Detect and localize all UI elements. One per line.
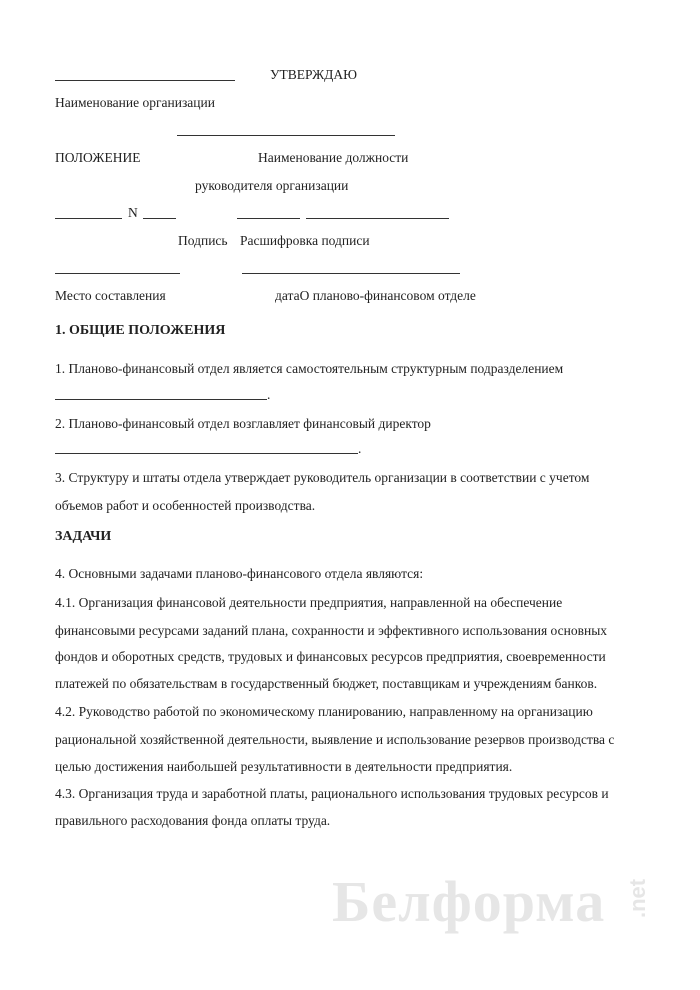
tasks-heading: ЗАДАЧИ xyxy=(55,529,112,544)
org-name-line xyxy=(55,80,235,81)
paragraph-2: 2. Планово-финансовый отдел возглавляет финансовый директор xyxy=(55,416,431,431)
paragraph-4-2-line-2: рациональной хозяйственной деятельности, выявление и использование резервов производства с xyxy=(55,732,615,747)
watermark-suffix: .net xyxy=(625,878,650,918)
date-title-label: датаО планово-финансовом отделе xyxy=(275,288,476,303)
org-name-label: Наименование организации xyxy=(55,95,215,110)
title-line xyxy=(242,273,460,274)
number-line xyxy=(143,218,176,219)
general-heading: 1. ОБЩИЕ ПОЛОЖЕНИЯ xyxy=(55,323,226,338)
paragraph-1-blank xyxy=(55,399,267,400)
paragraph-2-blank xyxy=(55,453,358,454)
position-label-1: Наименование должности xyxy=(258,150,409,165)
signature-decode-label: Расшифровка подписи xyxy=(240,233,370,248)
paragraph-3-line-2: объемов работ и особенностей производства. xyxy=(55,498,316,513)
paragraph-4-2-line-1: 4.2. Руководство работой по экономическому планированию, направленному на организацию xyxy=(55,704,593,719)
approve-label: УТВЕРЖДАЮ xyxy=(270,67,358,82)
paragraph-1-end: . xyxy=(267,387,271,402)
signature-line xyxy=(237,218,300,219)
paragraph-4-3-line-1: 4.3. Организация труда и заработной платы, рационального использования трудовых ресурсов и xyxy=(55,786,609,801)
number-mark: N xyxy=(128,205,138,220)
paragraph-4-1-line-4: платежей по обязательствам в государственный бюджет, поставщикам и учреждениям банков. xyxy=(55,676,598,691)
paragraph-4-1-line-3: фондов и оборотных средств, трудовых и финансовых ресурсов предприятия, своевременности xyxy=(55,649,606,664)
paragraph-2-end: . xyxy=(358,441,362,456)
position-label-2: руководителя организации xyxy=(195,178,349,193)
paragraph-1: 1. Планово-финансовый отдел является самостоятельным структурным подразделением xyxy=(55,361,564,376)
position-line xyxy=(177,135,395,136)
place-line xyxy=(55,273,180,274)
paragraph-4-2-line-3: целью достижения наибольшей результативности в деятельности предприятия. xyxy=(55,759,513,774)
signature-label: Подпись xyxy=(178,233,228,248)
paragraph-4-3-line-2: правильного расходования фонда оплаты труда. xyxy=(55,813,331,828)
doc-type: ПОЛОЖЕНИЕ xyxy=(55,150,141,165)
paragraph-4: 4. Основными задачами планово-финансового отдела являются: xyxy=(55,566,424,581)
place-label: Место составления xyxy=(55,288,166,303)
signature-decode-line xyxy=(306,218,449,219)
paragraph-3-line-1: 3. Структуру и штаты отдела утверждает руководитель организации в соответствии с учетом xyxy=(55,470,590,485)
date-line xyxy=(55,218,122,219)
paragraph-4-1-line-2: финансовыми ресурсами заданий плана, сохранности и эффективного использования основных xyxy=(55,623,608,638)
watermark-brand: Белформа xyxy=(332,869,606,934)
paragraph-4-1-line-1: 4.1. Организация финансовой деятельности предприятия, направленной на обеспечение xyxy=(55,595,563,610)
